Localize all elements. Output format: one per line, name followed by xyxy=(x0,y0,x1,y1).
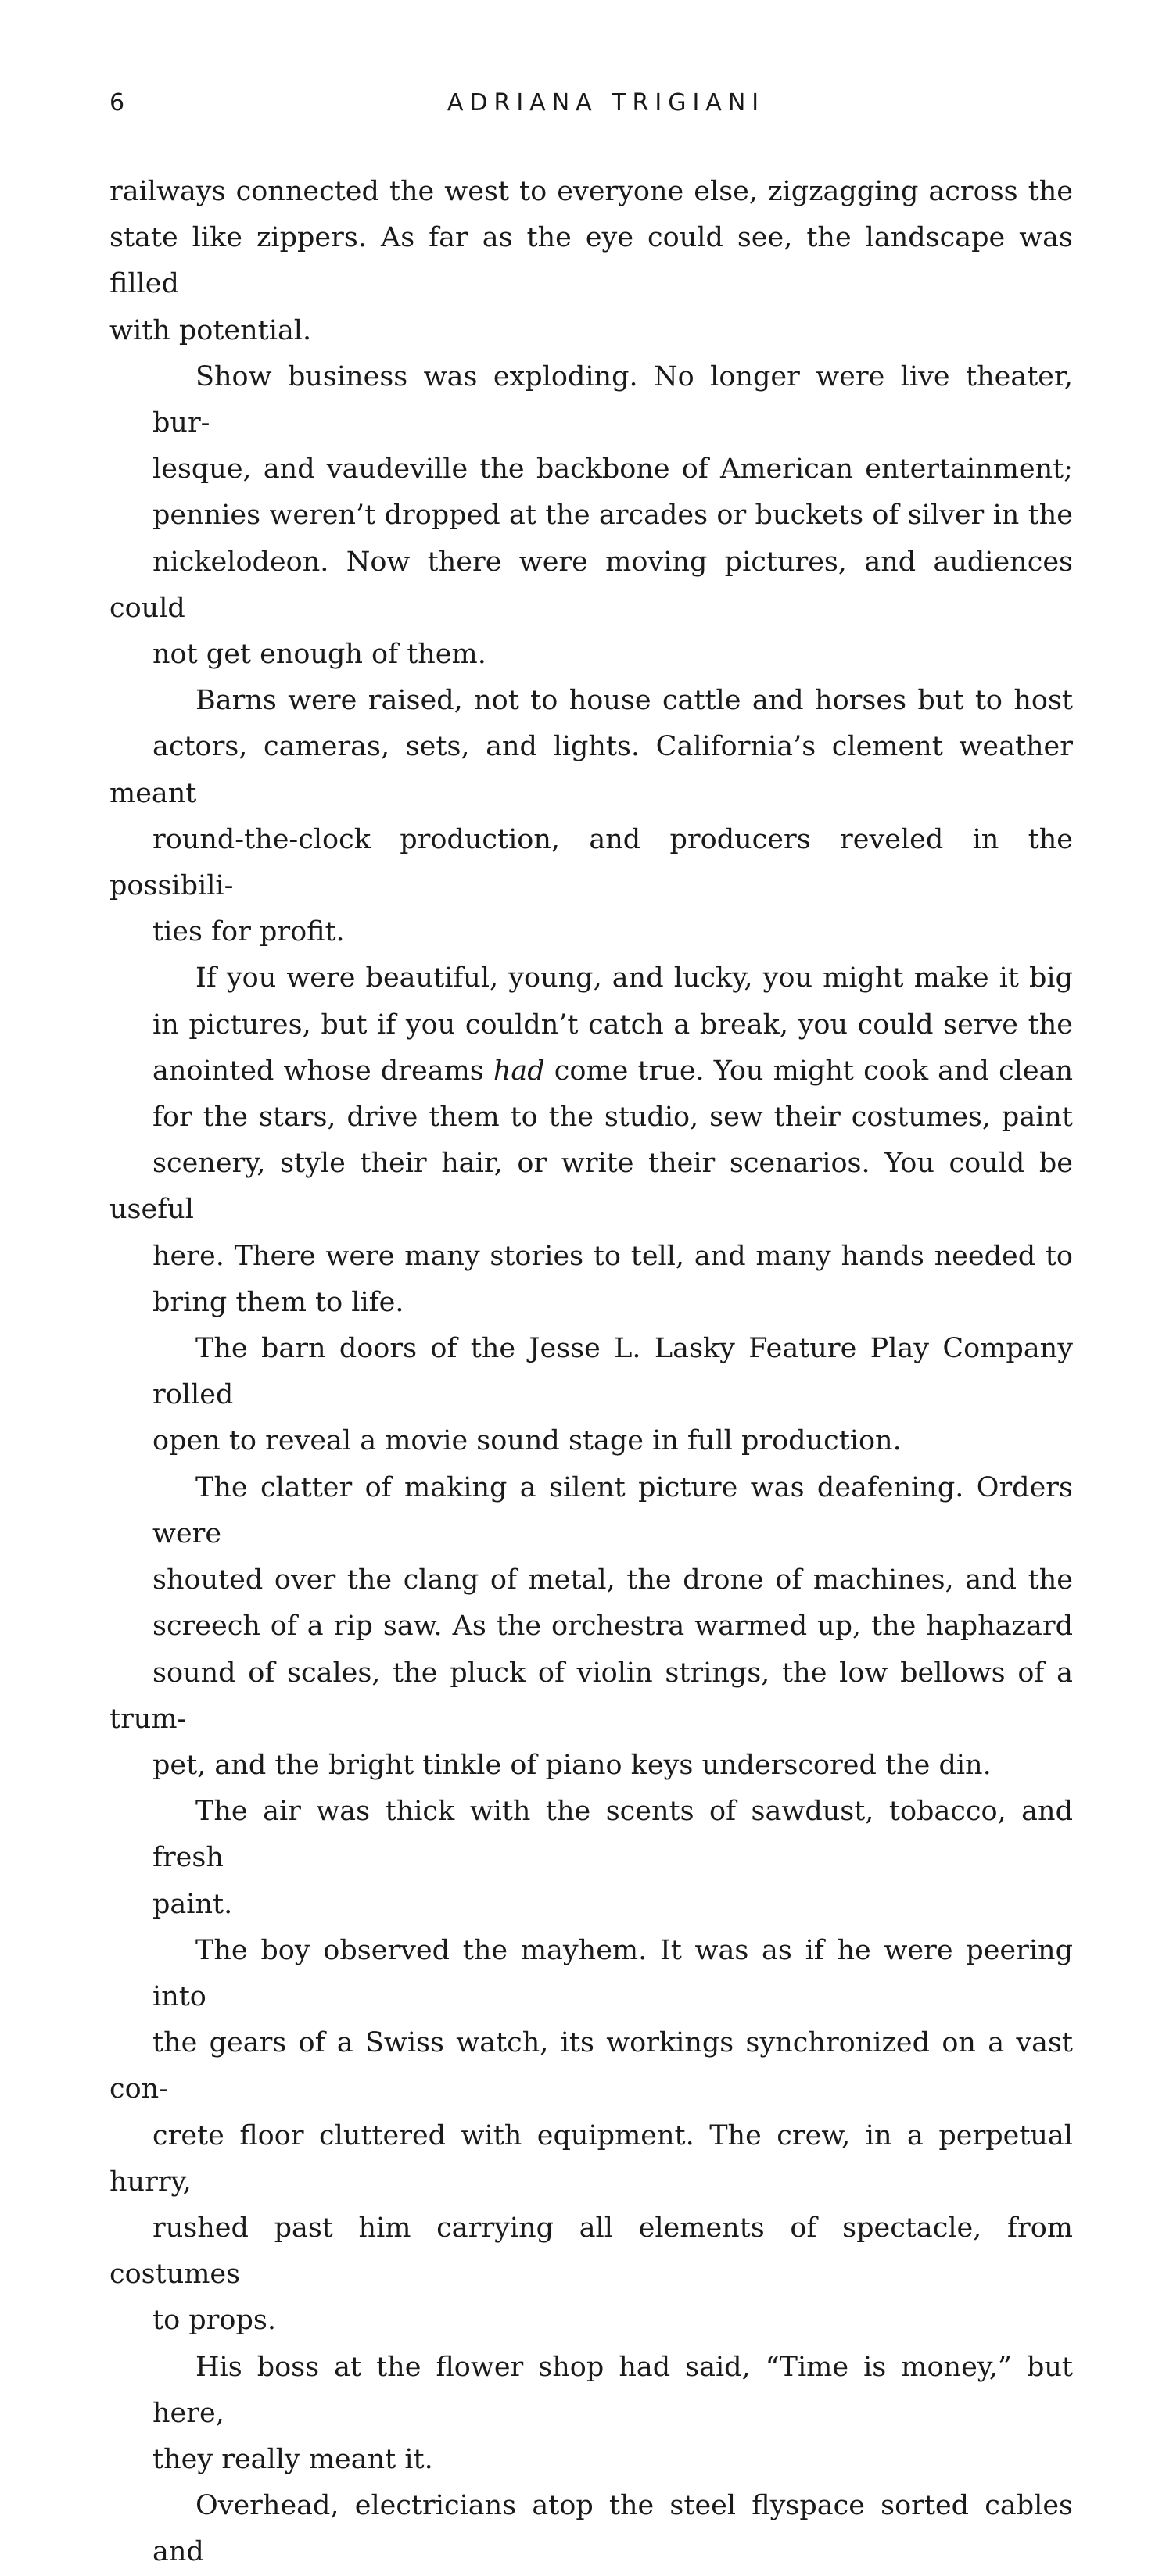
text-line: to props. xyxy=(152,2305,276,2337)
page-number: 6 xyxy=(109,89,125,116)
text-line: Barns were raised, not to house cattle and horses but to host xyxy=(196,685,1073,717)
text-line: with potential. xyxy=(109,314,312,346)
text-line: lesque, and vaudeville the backbone of American entertainment; xyxy=(152,453,1073,485)
text-line: The boy observed the mayhem. It was as if he were peering into xyxy=(152,1934,1073,2012)
text-line: they really meant it. xyxy=(152,2443,433,2475)
text-line: pennies weren’t dropped at the arcades or buckets of silver in the xyxy=(152,500,1073,532)
text-line: actors, cameras, sets, and lights. California’s clement weather meant xyxy=(109,731,1073,809)
text-line: round-the-clock production, and producers reveled in the possibili- xyxy=(109,823,1073,902)
paragraph xyxy=(109,1789,1073,1928)
paragraph xyxy=(109,354,1073,678)
text-line: screech of a rip saw. As the orchestra warmed up, the haphazard xyxy=(152,1610,1073,1643)
text-line: state like zippers. As far as the eye could see, the landscape was filled xyxy=(109,222,1073,300)
text-line: shouted over the clang of metal, the drone of machines, and the xyxy=(152,1564,1073,1596)
paragraph xyxy=(109,678,1073,955)
text-line: not get enough of them. xyxy=(152,639,486,671)
emphasis: had xyxy=(493,1055,545,1087)
text-line: railways connected the west to everyone else, zigzagging across the xyxy=(109,176,1073,207)
body-text xyxy=(109,169,1073,2576)
text-line: crete floor cluttered with equipment. The crew, in a perpetual hurry, xyxy=(109,2119,1073,2198)
text-line: bring them to life. xyxy=(152,1286,404,1318)
text-line: in pictures, but if you couldn’t catch a break, you could serve the xyxy=(152,1009,1073,1041)
text-line: scenery, style their hair, or write their scenarios. You could be useful xyxy=(109,1148,1073,1226)
text-line: pet, and the bright tinkle of piano keys underscored the din. xyxy=(152,1749,992,1781)
paragraph xyxy=(109,1326,1073,1465)
text-line: nickelodeon. Now there were moving pictures, and audiences could xyxy=(109,546,1073,624)
paragraph xyxy=(109,1465,1073,1789)
text-line: The barn doors of the Jesse L. Lasky Feature Play Company rolled xyxy=(152,1333,1073,1411)
text-line: If you were beautiful, young, and lucky, you might make it big xyxy=(196,962,1073,994)
text-line: for the stars, drive them to the studio, sew their costumes, paint xyxy=(152,1102,1073,1134)
text-line: sound of scales, the pluck of violin strings, the low bellows of a trum- xyxy=(109,1657,1073,1735)
text-line: rushed past him carrying all elements of spectacle, from costumes xyxy=(109,2212,1073,2291)
author-name: ADRIANA TRIGIANI xyxy=(447,89,766,116)
text-line: anointed whose dreams had come true. You might cook and clean xyxy=(152,1055,1073,1087)
text-line: ties for profit. xyxy=(152,916,345,948)
paragraph xyxy=(109,1928,1073,2345)
text-line: His boss at the flower shop had said, “Time is money,” but here, xyxy=(152,2351,1073,2429)
text-line: the gears of a Swiss watch, its workings synchronized on a vast con- xyxy=(109,2027,1073,2105)
running-head xyxy=(109,88,1071,119)
paragraph xyxy=(109,169,1073,354)
text-line: open to reveal a movie sound stage in full production. xyxy=(152,1425,902,1457)
paragraph xyxy=(109,2483,1073,2575)
text-line: The clatter of making a silent picture was deafening. Orders were xyxy=(152,1471,1073,1550)
text-line: The air was thick with the scents of sawdust, tobacco, and fresh xyxy=(152,1796,1073,1874)
paragraph xyxy=(109,2345,1073,2484)
text-line: paint. xyxy=(152,1888,233,1920)
text-line: Show business was exploding. No longer were live theater, bur- xyxy=(152,360,1073,439)
paragraph xyxy=(109,955,1073,1326)
text-line: here. There were many stories to tell, and many hands needed to xyxy=(152,1240,1073,1272)
text-line: Overhead, electricians atop the steel flyspace sorted cables and xyxy=(152,2490,1073,2568)
